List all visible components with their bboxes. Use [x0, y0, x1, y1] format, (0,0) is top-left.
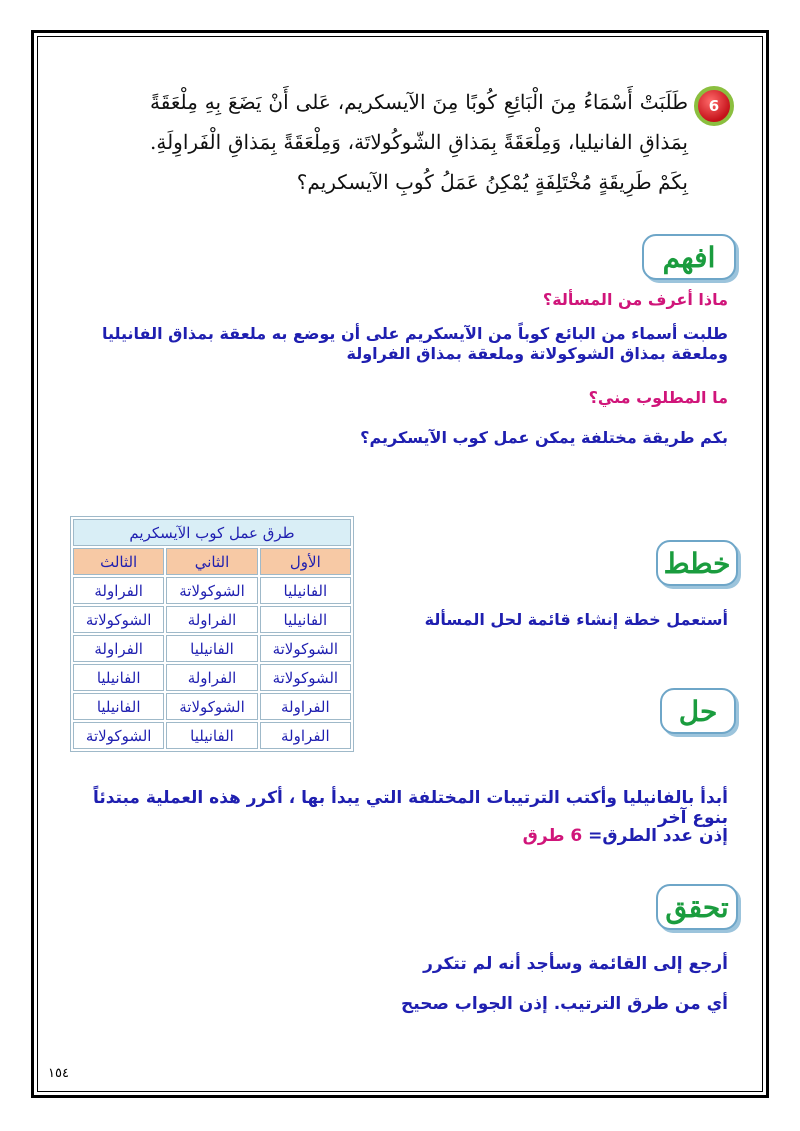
table-cell: الفراولة — [73, 635, 164, 662]
table-row — [73, 693, 351, 720]
table-row — [73, 722, 351, 749]
problem-number-badge — [694, 86, 734, 126]
understand-question-2: ما المطلوب مني؟ — [588, 388, 728, 407]
table-cell: الفراولة — [260, 693, 351, 720]
check-line-2: أي من طرق الترتيب. إذن الجواب صحيح — [401, 994, 728, 1014]
plan-text: أستعمل خطة إنشاء قائمة لحل المسألة — [424, 610, 728, 629]
problem-number: 6 — [708, 97, 720, 115]
table-row — [73, 577, 351, 604]
table-title: طرق عمل كوب الآيسكريم — [73, 519, 351, 546]
understand-question-1: ماذا أعرف من المسألة؟ — [542, 290, 728, 309]
check-line-1: أرجع إلى القائمة وسأجد أنه لم تتكرر — [423, 954, 728, 974]
table-cell: الشوكولاتة — [260, 664, 351, 691]
table-cell: الفانيليا — [73, 664, 164, 691]
section-tag-check — [656, 884, 738, 930]
solve-result-value: 6 طرق — [522, 826, 583, 846]
table-cell: الشوكولاتة — [166, 577, 257, 604]
table-cell: الشوكولاتة — [166, 693, 257, 720]
section-tag-understand — [642, 234, 736, 280]
table-title-row — [73, 519, 351, 546]
table-cell: الفراولة — [166, 606, 257, 633]
check-label: تحقق — [665, 890, 729, 924]
table-header-first: الأول — [260, 548, 351, 575]
plan-label: خطط — [663, 546, 731, 580]
section-tag-plan — [656, 540, 738, 586]
table-header-third: الثالث — [73, 548, 164, 575]
table-header-row — [73, 548, 351, 575]
table-row — [73, 606, 351, 633]
table-cell: الفانيليا — [260, 577, 351, 604]
table-cell: الشوكولاتة — [260, 635, 351, 662]
table-row — [73, 664, 351, 691]
page-number: ١٥٤ — [48, 1066, 69, 1081]
table-cell: الفراولة — [260, 722, 351, 749]
table-cell: الشوكولاتة — [73, 606, 164, 633]
table-cell: الفانيليا — [166, 722, 257, 749]
options-table — [70, 516, 354, 752]
table-header-second: الثاني — [166, 548, 257, 575]
table-cell: الفانيليا — [260, 606, 351, 633]
section-tag-solve — [660, 688, 736, 734]
solve-label: حل — [678, 694, 718, 728]
table-cell: الفراولة — [166, 664, 257, 691]
understand-answer-1: طلبت أسماء من البائع كوباً من الآيسكريم على أن يوضع به ملعقة بمذاق الفانيليا وملعقة بمذاق الشوكولاتة وملعقة بمذاق الفراولة — [101, 324, 728, 363]
solve-line-1: أبدأ بالفانيليا وأكتب الترتيبات المختلفة التي يبدأ بها ، أكرر هذه العملية مبتدئاً بنوع آخر — [92, 788, 728, 828]
table-cell: الفراولة — [73, 577, 164, 604]
table-row — [73, 635, 351, 662]
understand-label: افهم — [662, 240, 716, 274]
understand-answer-2: بكم طريقة مختلفة يمكن عمل كوب الآيسكريم؟ — [360, 428, 728, 447]
solve-result-prefix: إذن عدد الطرق= — [588, 826, 728, 846]
table-cell: الفانيليا — [73, 693, 164, 720]
table-cell: الفانيليا — [166, 635, 257, 662]
problem-statement: طَلَبَتْ أَسْمَاءُ مِنَ الْبَائِعِ كُوبًا مِنَ الآيسكريم، عَلى أَنْ يَضَعَ بِهِ مِلْعَقَةً بِمَذاقِ الفانيليا، وَمِلْعَقَةً بِمَذاقِ الشّوكُولاتَة، وَمِلْعَقَةً بِمَذاقِ الْفَراوِلَةِ. بِكَمْ طَرِيقَةٍ مُخْتَلِفَةٍ يُمْكِنُ عَمَلُ كُوبِ الآيسكريم؟ — [150, 90, 688, 194]
table-cell: الشوكولاتة — [73, 722, 164, 749]
solve-line-2 — [523, 826, 728, 846]
